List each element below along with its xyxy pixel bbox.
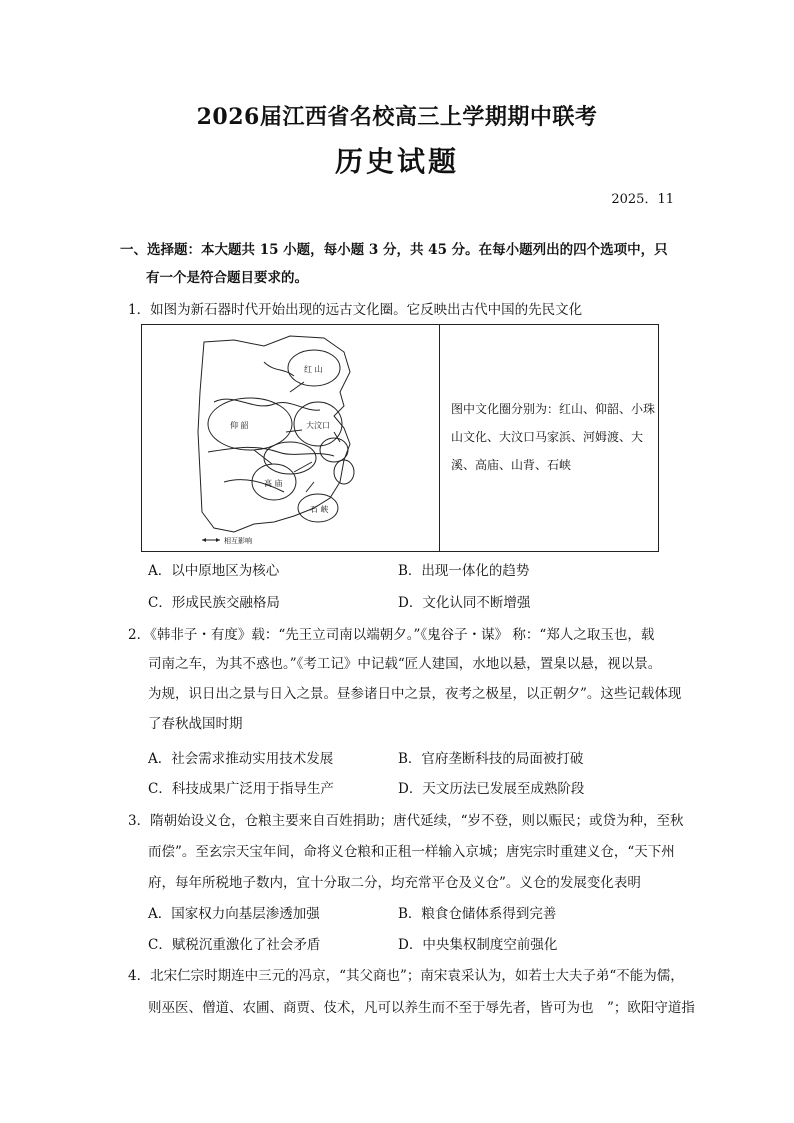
section-heading-line-2: 有一个是符合题目要求的。 bbox=[146, 270, 308, 286]
q1-option-d: D．文化认同不断增强 bbox=[398, 595, 531, 611]
map-label-dawenkou: 大汶口 bbox=[306, 421, 330, 430]
question-1-figure bbox=[141, 324, 659, 552]
question-3-line-1: 3．隋朝始设义仓，仓粮主要来自百姓捐助；唐代延续，“岁不登，则以赈民；或贷为种，至秋 bbox=[128, 813, 684, 829]
question-4-line-2: 则巫医、僧道、农圃、商贾、伎术，凡可以养生而不至于辱先者，皆可为也 ”；欧阳守道指 bbox=[148, 1000, 695, 1016]
map-label-yangshao: 仰 韶 bbox=[230, 421, 249, 430]
q2-option-d: D．天文历法已发展至成熟阶段 bbox=[398, 781, 585, 797]
question-3-line-3: 府，每年所税地子数内，宜十分取二分，均充常平仓及义仓”。义仓的发展变化表明 bbox=[148, 875, 641, 891]
q3-option-b: B．粮食仓储体系得到完善 bbox=[398, 906, 557, 922]
q1-option-b: B．出现一体化的趋势 bbox=[398, 563, 530, 579]
q2-option-b: B．官府垄断科技的局面被打破 bbox=[398, 751, 584, 767]
culture-map bbox=[194, 332, 390, 548]
question-4-line-1: 4．北宋仁宗时期连中三元的冯京，“其父商也”；南宋袁采认为，如若士大夫子弟“不能为儒， bbox=[128, 968, 684, 984]
q2-option-c: C．科技成果广泛用于指导生产 bbox=[148, 781, 334, 797]
question-2-line-3: 为规，识日出之景与日入之景。昼参诸日中之景，夜考之极星，以正朝夕”。这些记载体现 bbox=[148, 686, 682, 702]
q2-option-a: A．社会需求推动实用技术发展 bbox=[148, 751, 334, 767]
subject-title: 历史试题 bbox=[334, 145, 459, 178]
map-label-shixia: 石 峡 bbox=[310, 505, 329, 514]
map-legend-label: 相互影响 bbox=[224, 537, 252, 545]
figure-note: 图中文化圈分别为：红山、仰韶、小珠山文化、大汶口马家浜、河姆渡、大溪、高庙、山背、石峡 bbox=[451, 402, 656, 472]
exam-title: 2026届江西省名校高三上学期期中联考 bbox=[196, 104, 598, 130]
yangshao-circle bbox=[208, 398, 292, 450]
map-label-gaomiao: 高 庙 bbox=[264, 479, 283, 488]
question-2-line-1: 2．《韩非子・有度》载：“先王立司南以端朝夕。”《鬼谷子・谋》 称：“郑人之取玉也，载 bbox=[128, 627, 655, 643]
question-2-line-4: 了春秋战国时期 bbox=[148, 716, 243, 732]
q1-option-c: C．形成民族交融格局 bbox=[148, 595, 280, 611]
q3-option-c: C．赋税沉重激化了社会矛盾 bbox=[148, 937, 321, 953]
exam-date: 2025．11 bbox=[611, 192, 674, 207]
q3-option-d: D．中央集权制度空前强化 bbox=[398, 937, 558, 953]
q1-option-a: A．以中原地区为核心 bbox=[148, 563, 280, 579]
question-1-stem: 1．如图为新石器时代开始出现的远古文化圈。它反映出古代中国的先民文化 bbox=[128, 302, 583, 318]
question-2-line-2: 司南之车，为其不惑也。”《考工记》中记载“匠人建国，水地以悬，置臬以悬，视以景。 bbox=[148, 656, 662, 672]
section-heading-line-1: 一、选择题：本大题共 15 小题，每小题 3 分，共 45 分。在每小题列出的四个选项中，只 bbox=[120, 242, 668, 258]
map-legend bbox=[202, 536, 252, 545]
map-label-hongshan: 红 山 bbox=[304, 365, 323, 374]
figure-divider bbox=[439, 325, 440, 551]
q3-option-a: A．国家权力向基层渗透加强 bbox=[148, 906, 320, 922]
question-3-line-2: 而偿”。至玄宗天宝年间，命将义仓粮和正租一样输入京城；唐宪宗时重建义仓，“天下州 bbox=[148, 844, 675, 860]
coastline bbox=[198, 336, 350, 532]
